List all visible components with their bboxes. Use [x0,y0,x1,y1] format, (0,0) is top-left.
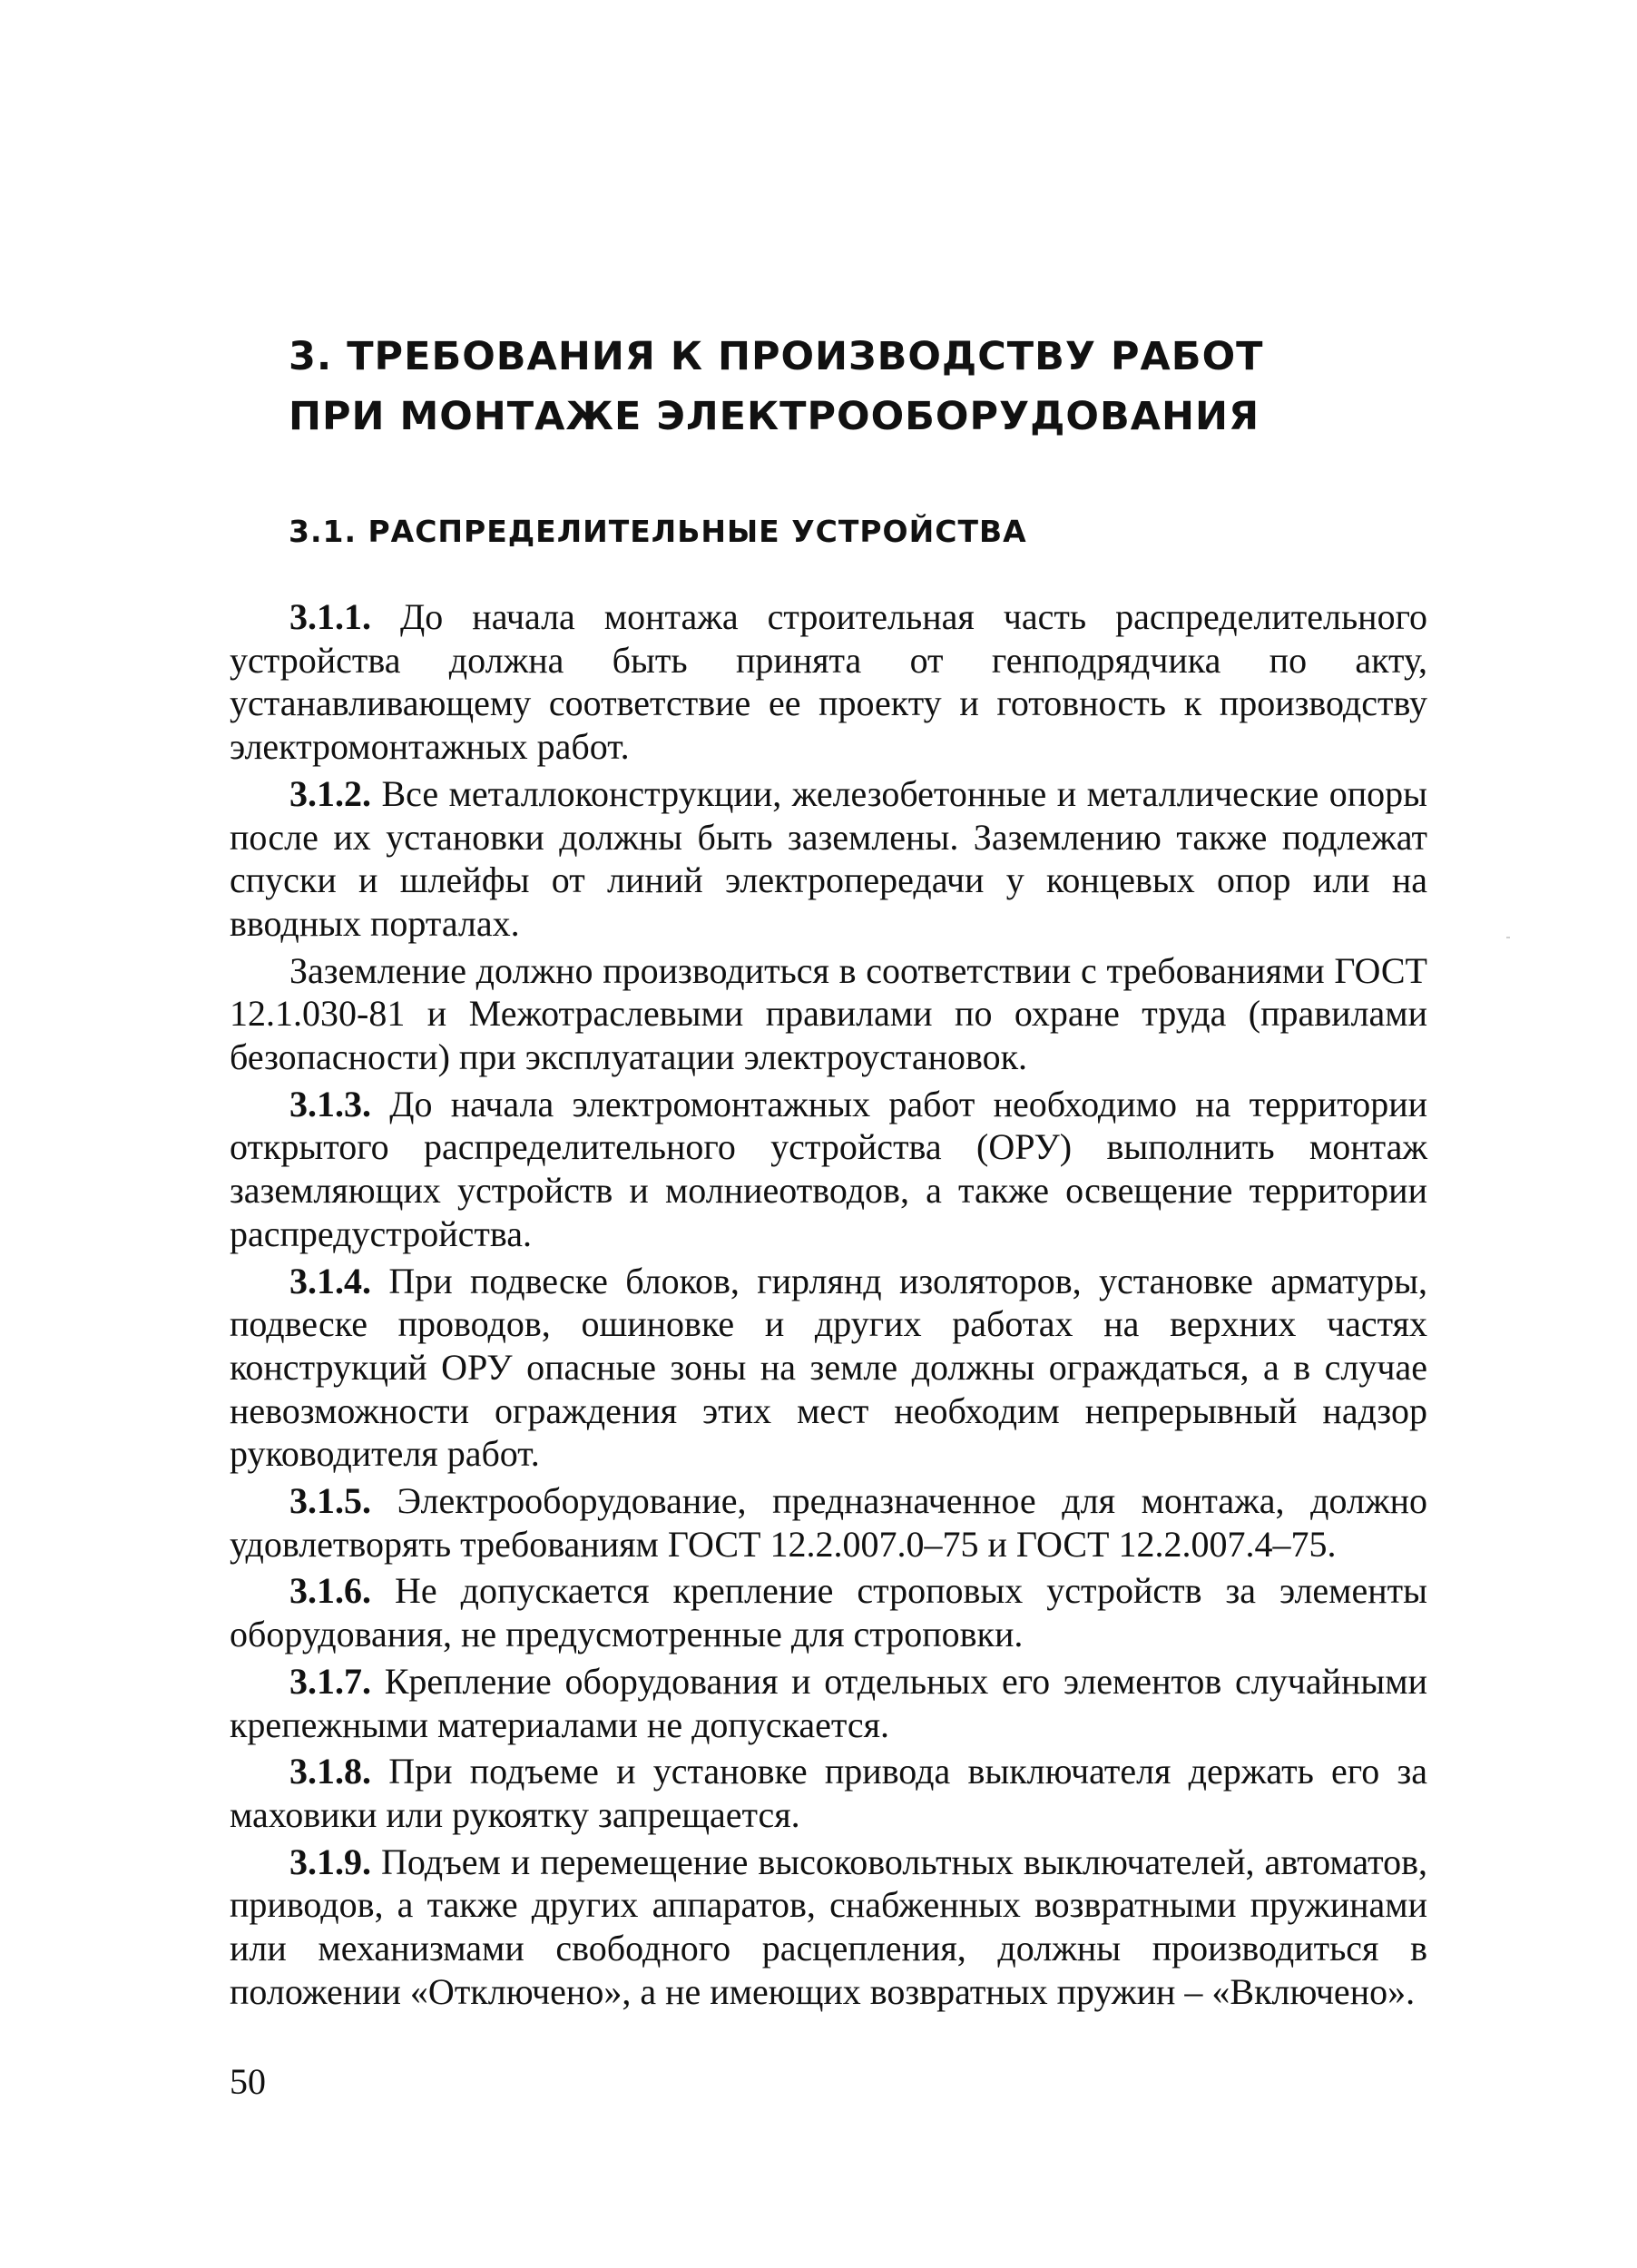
paragraph-text: При подвеске блоков, гирлянд изоляторов, установке арматуры, подвеске проводов, ошиновке и других работах на верхних частях конструкций ОРУ опасные зоны на земле должны ограждаться, а в случае невозможности ограждения этих мест необходим непрерывный надзор руководителя работ. [230,1260,1427,1475]
paragraph-3-1-5 [230,1479,1427,1566]
paragraph-text: Электрооборудование, предназначенное для монтажа, должно удовлетворять требованиям ГОСТ 12.2.007.0–75 и ГОСТ 12.2.007.4–75. [230,1480,1427,1565]
paragraph-number: 3.1.7. [289,1660,371,1702]
paragraph-text: Все металлоконструкции, железобетонные и металлические опоры после их установки должны быть заземлены. Заземлению также подлежат спуски и шлейфы от линий электропередачи у концевых опор или на вводных порталах. [230,772,1427,944]
paragraph-3-1-4 [230,1260,1427,1477]
paragraph-number: 3.1.8. [289,1751,371,1792]
paragraph-text: Заземление должно производиться в соответствии с требованиями ГОСТ 12.1.030-81 и Межотраслевыми правилами по охране труда (правилами безопасности) при эксплуатации электроустановок. [230,949,1427,1078]
margin-mark [1506,937,1510,938]
paragraph-number: 3.1.2. [289,772,371,814]
paragraph-text: До начала монтажа строительная часть распределительного устройства должна быть принята от генподрядчика по акту, устанавливающему соответствие ее проекту и готовность к производству электромонтажных работ. [230,596,1427,768]
paragraph-3-1-1 [230,595,1427,769]
paragraph-3-1-2 [230,772,1427,946]
body-text [230,595,1427,2018]
paragraph-text: Подъем и перемещение высоковольтных выключателей, автоматов, приводов, а также других аппаратов, снабженных возвратными пружинами или механизмами свободного расцепления, должны производиться в положении «Отключено», а не имеющих возвратных пружин – «Включено». [230,1841,1427,2012]
paragraph-number: 3.1.6. [289,1570,371,1612]
paragraph-3-1-8 [230,1750,1427,1836]
paragraph-text: Крепление оборудования и отдельных его элементов случайными крепежными материалами не допускается. [230,1660,1427,1745]
paragraph-3-1-3 [230,1083,1427,1256]
paragraph-number: 3.1.5. [289,1480,371,1522]
section-title: 3.1. РАСПРЕДЕЛИТЕЛЬНЫЕ УСТРОЙСТВА [289,514,1027,549]
chapter-title-line-1: 3. ТРЕБОВАНИЯ К ПРОИЗВОДСТВУ РАБОТ [289,334,1264,379]
chapter-title [289,327,1468,447]
chapter-title-line-2: ПРИ МОНТАЖЕ ЭЛЕКТРООБОРУДОВАНИЯ [289,394,1260,439]
paragraph-text: До начала электромонтажных работ необходимо на территории открытого распределительного устройства (ОРУ) выполнить монтаж заземляющих устройств и молниеотводов, а также освещение территории распредустройства. [230,1083,1427,1254]
paragraph-number: 3.1.3. [289,1083,371,1124]
paragraph-text: Не допускается крепление строповых устройств за элементы оборудования, не предусмотренные для строповки. [230,1570,1427,1655]
page-number: 50 [230,2061,266,2102]
paragraph-grounding [230,949,1427,1079]
paragraph-3-1-9 [230,1841,1427,2014]
paragraph-3-1-7 [230,1660,1427,1746]
paragraph-number: 3.1.4. [289,1260,371,1301]
paragraph-number: 3.1.9. [289,1841,371,1882]
paragraph-3-1-6 [230,1569,1427,1655]
paragraph-text: При подъеме и установке привода выключателя держать его за маховики или рукоятку запрещается. [230,1751,1427,1835]
paragraph-number: 3.1.1. [289,596,371,637]
